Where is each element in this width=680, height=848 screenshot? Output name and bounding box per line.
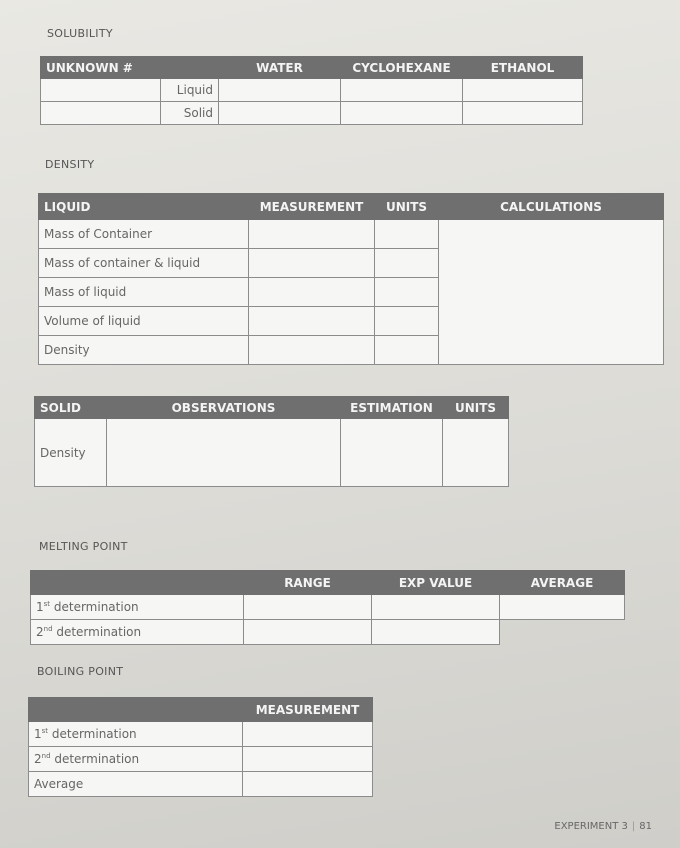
row-label-density: Density [39,336,249,365]
measurement-cell[interactable] [249,336,375,365]
liquid-water-cell[interactable] [219,79,341,102]
row-label-volume-liquid: Volume of liquid [39,307,249,336]
header-blank [29,698,243,722]
experiment-label: EXPERIMENT 3 [554,821,628,832]
header-solid: SOLID [35,397,107,419]
units-cell[interactable] [375,220,439,249]
header-blank [31,571,244,595]
header-range: RANGE [244,571,372,595]
measurement-cell[interactable] [249,220,375,249]
unknown-cell[interactable] [41,79,161,102]
solid-water-cell[interactable] [219,102,341,125]
solubility-title: SOLUBILITY [47,27,113,40]
row-label-average: Average [29,772,243,797]
observations-cell[interactable] [107,419,341,487]
header-measurement: MEASUREMENT [243,698,373,722]
measurement-cell[interactable] [243,722,373,747]
header-water: WATER [219,57,341,79]
header-blank [161,57,219,79]
solid-cyclohexane-cell[interactable] [341,102,463,125]
row-label-liquid: Liquid [161,79,219,102]
row-label-mass-container-liquid: Mass of container & liquid [39,249,249,278]
header-cyclohexane: CYCLOHEXANE [341,57,463,79]
row-label-mass-liquid: Mass of liquid [39,278,249,307]
solubility-table [40,56,583,125]
exp-value-cell[interactable] [372,595,500,620]
row-label-mass-container: Mass of Container [39,220,249,249]
measurement-cell[interactable] [243,747,373,772]
header-units: UNITS [375,194,439,220]
liquid-ethanol-cell[interactable] [463,79,583,102]
boiling-point-title: BOILING POINT [37,665,124,678]
measurement-cell[interactable] [243,772,373,797]
page-number: 81 [639,821,652,832]
units-cell[interactable] [443,419,509,487]
boiling-point-table [28,697,373,797]
units-cell[interactable] [375,336,439,365]
range-cell[interactable] [244,620,372,645]
empty-space [500,620,625,645]
unknown-cell[interactable] [41,102,161,125]
density-solid-table [34,396,509,487]
solid-ethanol-cell[interactable] [463,102,583,125]
measurement-cell[interactable] [249,249,375,278]
header-ethanol: ETHANOL [463,57,583,79]
header-estimation: ESTIMATION [341,397,443,419]
page-footer: EXPERIMENT 3 | 81 [554,821,652,832]
header-units: UNITS [443,397,509,419]
calculations-cell[interactable] [439,220,664,365]
liquid-cyclohexane-cell[interactable] [341,79,463,102]
melting-point-title: MELTING POINT [39,540,128,553]
row-label-solid-density: Density [35,419,107,487]
density-title: DENSITY [45,158,95,171]
units-cell[interactable] [375,307,439,336]
measurement-cell[interactable] [249,307,375,336]
units-cell[interactable] [375,278,439,307]
density-liquid-table [38,193,664,365]
header-exp-value: EXP VALUE [372,571,500,595]
range-cell[interactable] [244,595,372,620]
header-average: AVERAGE [500,571,625,595]
header-observations: OBSERVATIONS [107,397,341,419]
header-measurement: MEASUREMENT [249,194,375,220]
measurement-cell[interactable] [249,278,375,307]
units-cell[interactable] [375,249,439,278]
row-label-second-determination: 2nd determination [31,620,244,645]
estimation-cell[interactable] [341,419,443,487]
header-unknown: UNKNOWN # [41,57,161,79]
exp-value-cell[interactable] [372,620,500,645]
row-label-first-determination: 1st determination [31,595,244,620]
melting-point-table [30,570,625,645]
header-liquid: LIQUID [39,194,249,220]
row-label-solid: Solid [161,102,219,125]
average-cell[interactable] [500,595,625,620]
header-calculations: CALCULATIONS [439,194,664,220]
row-label-second-determination: 2nd determination [29,747,243,772]
row-label-first-determination: 1st determination [29,722,243,747]
